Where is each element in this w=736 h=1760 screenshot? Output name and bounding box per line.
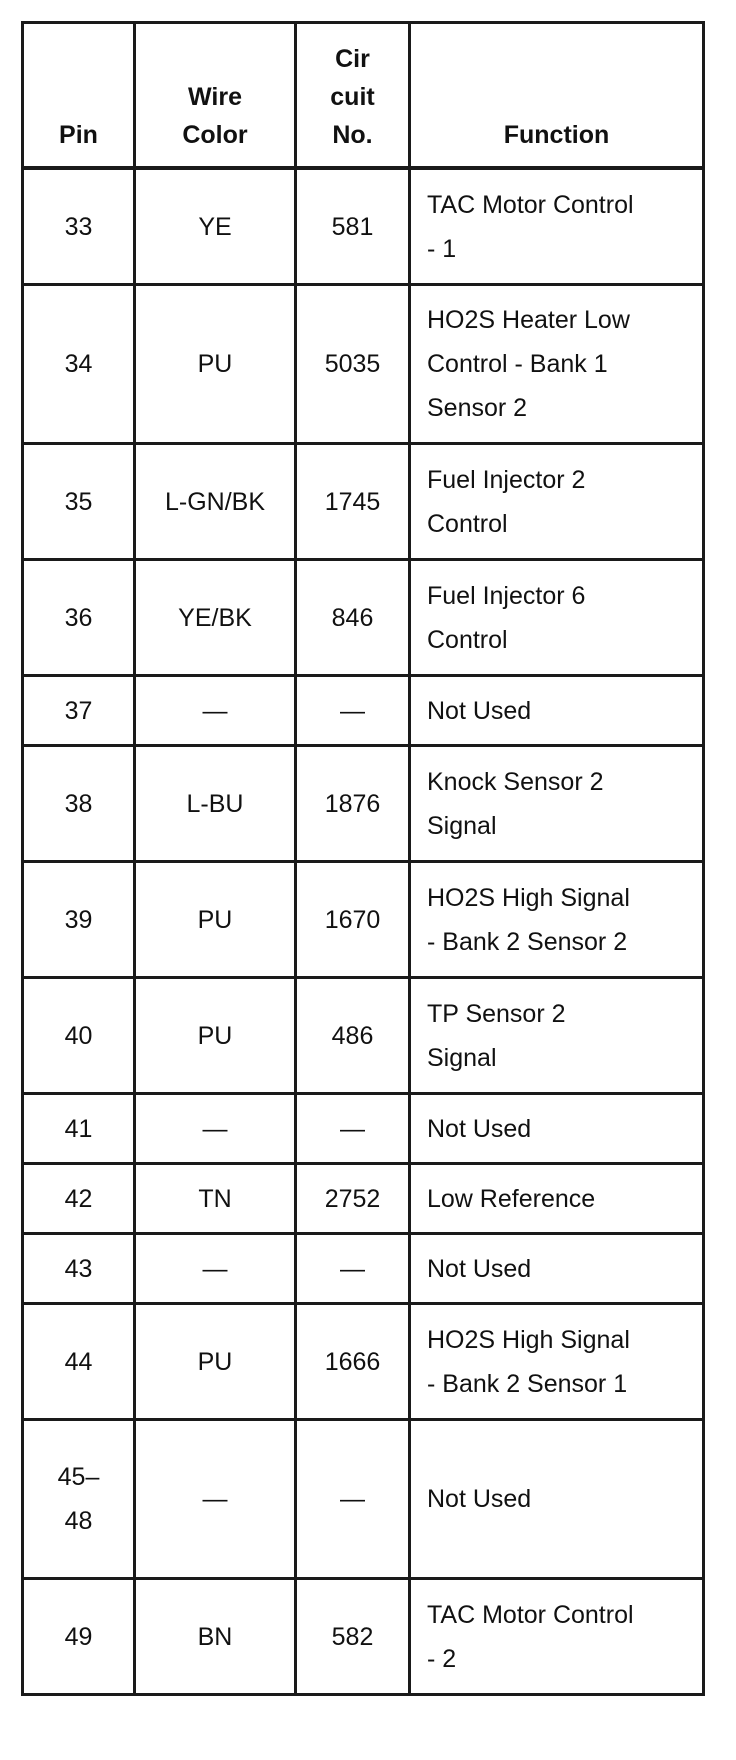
function-line: Signal xyxy=(427,811,497,840)
cell-function xyxy=(410,1094,704,1164)
function-line: - 2 xyxy=(427,1644,457,1673)
cell-circuit-number: 582 xyxy=(296,1579,410,1695)
cell-function xyxy=(410,285,704,444)
cell-wire-color: YE xyxy=(135,168,296,285)
function-line: TAC Motor Control xyxy=(427,1600,634,1629)
pin-value: 33 xyxy=(64,212,93,241)
cell-circuit-number: 581 xyxy=(296,168,410,285)
table-row xyxy=(23,862,704,978)
function-line: Signal xyxy=(427,1043,497,1072)
table-row xyxy=(23,1164,704,1234)
cell-function xyxy=(410,746,704,862)
header-wire-color xyxy=(135,23,296,169)
cell-pin xyxy=(23,1234,135,1304)
pin-value: 45– xyxy=(57,1463,100,1491)
cell-pin xyxy=(23,862,135,978)
function-line: Not Used xyxy=(427,1254,532,1283)
table-header xyxy=(23,23,704,169)
header-pin xyxy=(23,23,135,169)
pin-value: 37 xyxy=(64,696,93,725)
pin-value: 41 xyxy=(64,1114,93,1143)
cell-circuit-number: 1666 xyxy=(296,1304,410,1420)
cell-pin xyxy=(23,1304,135,1420)
header-pin-label: Pin xyxy=(59,121,98,149)
pin-value: 39 xyxy=(64,905,93,934)
cell-pin xyxy=(23,1094,135,1164)
cell-wire-color: — xyxy=(135,1234,296,1304)
table-row xyxy=(23,1234,704,1304)
cell-circuit-number: 1670 xyxy=(296,862,410,978)
function-line: Not Used xyxy=(427,1114,532,1143)
cell-function xyxy=(410,1234,704,1304)
cell-circuit-number: 1745 xyxy=(296,444,410,560)
cell-pin xyxy=(23,746,135,862)
cell-wire-color: L-BU xyxy=(135,746,296,862)
cell-pin xyxy=(23,1164,135,1234)
cell-wire-color: L-GN/BK xyxy=(135,444,296,560)
cell-pin xyxy=(23,560,135,676)
cell-circuit-number: 846 xyxy=(296,560,410,676)
pin-value: 48 xyxy=(64,1507,93,1535)
function-line: Sensor 2 xyxy=(427,394,528,422)
cell-function xyxy=(410,1420,704,1579)
cell-circuit-number: — xyxy=(296,676,410,746)
cell-pin xyxy=(23,285,135,444)
header-function-label: Function xyxy=(503,121,610,149)
function-line: - Bank 2 Sensor 1 xyxy=(427,1369,628,1398)
function-line: HO2S High Signal xyxy=(427,883,630,912)
cell-function xyxy=(410,978,704,1094)
cell-function xyxy=(410,1579,704,1695)
pin-value: 43 xyxy=(64,1254,93,1283)
table-row xyxy=(23,746,704,862)
table-row xyxy=(23,978,704,1094)
header-circuit-line-1: Cir xyxy=(335,45,370,73)
table-row xyxy=(23,676,704,746)
cell-circuit-number: 2752 xyxy=(296,1164,410,1234)
cell-circuit-number: 1876 xyxy=(296,746,410,862)
header-wire-color-line-2: Color xyxy=(182,121,248,149)
cell-function xyxy=(410,1304,704,1420)
function-line: - 1 xyxy=(427,234,457,263)
cell-circuit-number: — xyxy=(296,1234,410,1304)
table-row xyxy=(23,560,704,676)
cell-wire-color: — xyxy=(135,676,296,746)
cell-function xyxy=(410,862,704,978)
function-line: Control - Bank 1 xyxy=(427,350,608,378)
cell-function xyxy=(410,444,704,560)
cell-wire-color: PU xyxy=(135,978,296,1094)
table-row xyxy=(23,1420,704,1579)
pin-value: 49 xyxy=(64,1622,93,1651)
function-line: Not Used xyxy=(427,696,532,725)
cell-function xyxy=(410,168,704,285)
header-wire-color-line-1: Wire xyxy=(188,83,242,111)
cell-function xyxy=(410,560,704,676)
cell-wire-color: TN xyxy=(135,1164,296,1234)
table-row xyxy=(23,168,704,285)
cell-circuit-number: 486 xyxy=(296,978,410,1094)
function-line: HO2S Heater Low xyxy=(427,306,630,334)
function-line: HO2S High Signal xyxy=(427,1325,630,1354)
pin-value: 42 xyxy=(64,1184,93,1213)
header-circuit-number xyxy=(296,23,410,169)
pin-value: 34 xyxy=(64,350,93,378)
function-line: Control xyxy=(427,509,508,538)
function-line: Not Used xyxy=(427,1485,532,1513)
table-row xyxy=(23,285,704,444)
cell-circuit-number: — xyxy=(296,1420,410,1579)
cell-wire-color: PU xyxy=(135,862,296,978)
header-circuit-line-2: cuit xyxy=(330,83,375,111)
cell-circuit-number: 5035 xyxy=(296,285,410,444)
cell-pin xyxy=(23,978,135,1094)
cell-wire-color: YE/BK xyxy=(135,560,296,676)
pin-value: 38 xyxy=(64,789,93,818)
pin-value: 40 xyxy=(64,1021,93,1050)
cell-wire-color: BN xyxy=(135,1579,296,1695)
header-row xyxy=(23,23,704,169)
pinout-table-container xyxy=(21,21,702,1696)
cell-wire-color: PU xyxy=(135,1304,296,1420)
function-line: Control xyxy=(427,625,508,654)
function-line: - Bank 2 Sensor 2 xyxy=(427,927,628,956)
function-line: Knock Sensor 2 xyxy=(427,767,604,796)
cell-pin xyxy=(23,1579,135,1695)
table-body xyxy=(23,168,704,1695)
function-line: Fuel Injector 6 xyxy=(427,581,586,610)
cell-wire-color: PU xyxy=(135,285,296,444)
cell-pin xyxy=(23,1420,135,1579)
cell-function xyxy=(410,1164,704,1234)
function-line: TP Sensor 2 xyxy=(427,999,566,1028)
pinout-table xyxy=(21,21,705,1696)
table-row xyxy=(23,1094,704,1164)
cell-wire-color: — xyxy=(135,1420,296,1579)
cell-pin xyxy=(23,676,135,746)
cell-circuit-number: — xyxy=(296,1094,410,1164)
header-circuit-line-3: No. xyxy=(332,121,373,149)
table-row xyxy=(23,1304,704,1420)
function-line: Fuel Injector 2 xyxy=(427,465,586,494)
header-function xyxy=(410,23,704,169)
function-line: Low Reference xyxy=(427,1184,596,1213)
function-line: TAC Motor Control xyxy=(427,190,634,219)
cell-wire-color: — xyxy=(135,1094,296,1164)
pin-value: 44 xyxy=(64,1347,93,1376)
cell-function xyxy=(410,676,704,746)
table-row xyxy=(23,1579,704,1695)
cell-pin xyxy=(23,444,135,560)
table-row xyxy=(23,444,704,560)
cell-pin xyxy=(23,168,135,285)
pin-value: 35 xyxy=(64,487,93,516)
pin-value: 36 xyxy=(64,603,93,632)
